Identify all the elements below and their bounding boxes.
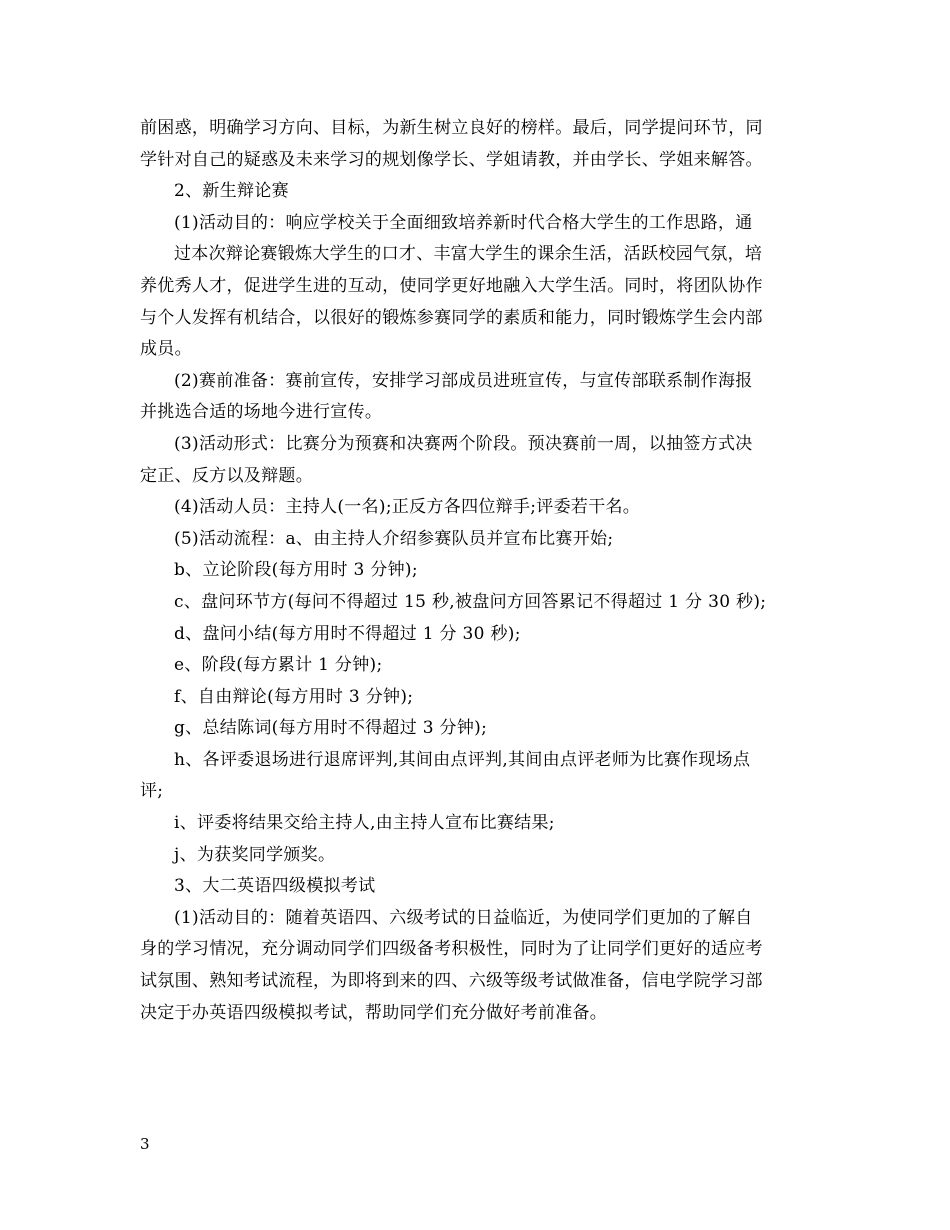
text-line: b、立论阶段(每方用时 3 分钟); [174,560,418,581]
text-line: 学针对自己的疑惑及未来学习的规划像学长、学姐请教，并由学长、学姐来解答。 [140,149,763,170]
text-line: g、总结陈词(每方用时不得超过 3 分钟); [174,718,488,739]
text-line: (1)活动目的：随着英语四、六级考试的日益临近，为使同学们更加的了解自 [174,907,753,928]
text-line: 决定于办英语四级模拟考试，帮助同学们充分做好考前准备。 [140,1002,608,1023]
text-line: i、评委将结果交给主持人,由主持人宣布比赛结果; [174,813,555,834]
text-line: f、自由辩论(每方用时 3 分钟); [174,686,414,707]
text-line: d、盘问小结(每方用时不得超过 1 分 30 秒); [174,623,521,644]
text-line: (1)活动目的：响应学校关于全面细致培养新时代合格大学生的工作思路，通 [174,212,753,233]
text-line: h、各评委退场进行退席评判,其间由点评判,其间由点评老师为比赛作现场点 [174,749,751,770]
text-line: (4)活动人员：主持人(一名);正反方各四位辩手;评委若干名。 [174,497,641,518]
text-line: j、为获奖同学颁奖。 [174,844,336,865]
text-line: 评; [140,781,164,802]
text-line: e、阶段(每方累计 1 分钟); [174,655,383,676]
text-line: 2、新生辩论赛 [174,181,289,202]
document-body [140,113,812,1029]
text-line: 过本次辩论赛锻炼大学生的口才、丰富大学生的课余生活，活跃校园气氛，培 [174,244,763,265]
text-line: 成员。 [140,339,192,360]
text-line: 养优秀人才，促进学生进的互动，使同学更好地融入大学生活。同时，将团队协作 [140,275,763,296]
text-line: 与个人发挥有机结合，以很好的锻炼参赛同学的素质和能力，同时锻炼学生会内部 [140,307,763,328]
text-line: 前困惑，明确学习方向、目标，为新生树立良好的榜样。最后，同学提问环节，同 [140,118,763,138]
text-line: c、盘问环节方(每问不得超过 15 秒,被盘问方回答累记不得超过 1 分 30 秒); [174,591,767,612]
text-line: (3)活动形式：比赛分为预赛和决赛两个阶段。预决赛前一周，以抽签方式决 [174,433,753,454]
text-line: 试氛围、熟知考试流程，为即将到来的四、六级等级考试做准备，信电学院学习部 [140,971,763,992]
text-line: (5)活动流程：a、由主持人介绍参赛队员并宣布比赛开始; [174,528,614,549]
page-number: 3 [140,1135,150,1153]
text-line: 身的学习情况，充分调动同学们四级备考积极性，同时为了让同学们更好的适应考 [140,939,763,960]
text-line: 并挑选合适的场地今进行宣传。 [140,402,383,423]
text-line: 定正、反方以及辩题。 [140,465,313,486]
text-line: 3、大二英语四级模拟考试 [174,876,376,897]
text-line: (2)赛前准备：赛前宣传，安排学习部成员进班宣传，与宣传部联系制作海报 [174,370,753,391]
